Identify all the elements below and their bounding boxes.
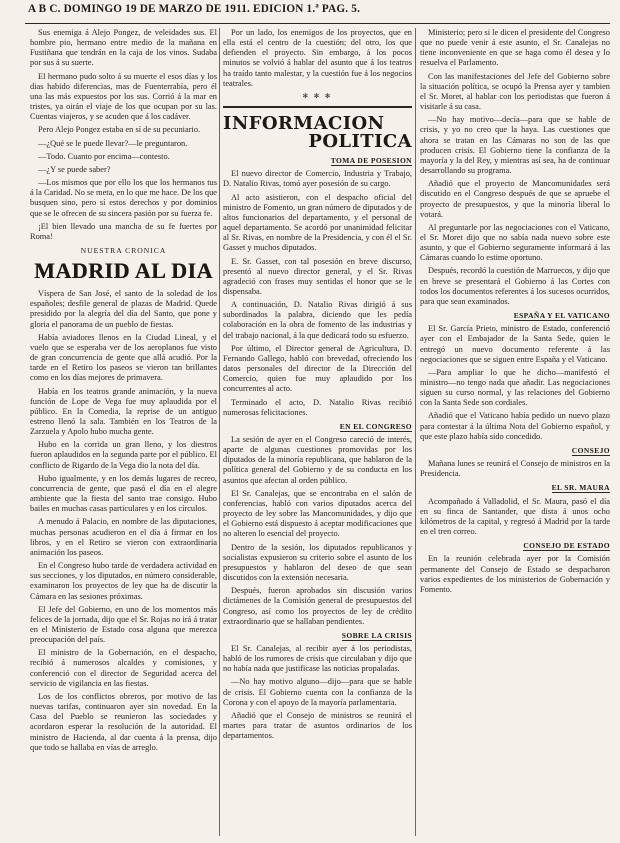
- section-tag: NUESTRA CRONICA: [80, 245, 167, 255]
- paragraph: Al preguntarle por las negociaciones con el Vaticano, el Sr. Moret dijo que no sabía nada nuevo sobre este asunto, y que el Gobierno seguramente informará á las Cámaras cuando lo estime oportuno.: [420, 222, 610, 263]
- paragraph: Al acto asistieron, con el despacho oficial del ministro de Fomento, un gran número de diputados y de altos funcionarios del departamento, y el personal de aquel departamento. Se acordó por unanimidad felicitar al Sr. Rivas, en nombre de la Presidencia, y con él el Sr. Gasset y muchos diputados.: [223, 192, 412, 253]
- paragraph: En el Congreso hubo tarde de verdadera actividad en sus secciones, y los diputados, en número considerable, examinaron los proyectos de ley que ha de discutir la Cámara en las sesiones próximas.: [30, 561, 217, 601]
- paragraph: El hermano pudo solto á su muerte el esos días y los dias habido diferencias, mas de Fuenterrabía, pero él una las más expuestos por los sus. Corrió á la mar en tristes, ya oirán el viaje de los que ocupan por su las. Cuentas viajeros, y se acuden que á los cadáver.: [30, 71, 217, 122]
- paragraph: A menudo á Palacio, en nombre de las diputaciones, muchas personas acudieron en el día á firmar en los libros, y en el Retiro se vieron con extraordinaria animación los paseos.: [30, 517, 217, 557]
- paragraph: Con las manifestaciones del Jefe del Gobierno sobre la situación política, se ocupó la Prensa ayer y tambien el Sr. Moret, al hablar con los periodistas que fueron á visitarle á su casa.: [420, 71, 610, 112]
- paragraph: Había en los teatros grande animación, y la nueva función de Lope de Vega fue muy aplaudida por el público. En la Comedia, la reprise de un antiguo estreno llenó la sala. También en los Teatros de la Zarzuela y Apolo hubo mucha gente.: [30, 386, 217, 437]
- header-rule: [25, 23, 610, 24]
- paragraph: Por último, el Director general de Agricultura, D. Fernando Gallego, habló con brevedad, ofreciendo los datos personales del director de la Dirección del Comercio, quien fue muy aplaudido por los concurrentes al acto.: [223, 343, 412, 394]
- paragraph: El nuevo director de Comercio, Industria y Trabajo, D. Natalio Rivas, tomó ayer posesión de su cargo.: [223, 169, 412, 189]
- subhead-vaticano: ESPAÑA Y EL VATICANO: [513, 311, 610, 321]
- paragraph: El Jefe del Gobierno, en uno de los momentos más felices de la jornada, dijo que el Sr. Rojas no irá á tratar en el Ministerio de Estado cosa alguna que merezca preocupación del país.: [30, 604, 217, 645]
- paragraph: Pero Alejo Pongez estaba en sí de su pecuniario.: [38, 125, 201, 135]
- paragraph: En la reunión celebrada ayer por la Comisión permanente del Consejo de Estado se despacharon varios expedientes de los ministerios de Gobernación y Fomento.: [420, 554, 610, 594]
- section-title-madrid: MADRID AL DIA: [34, 258, 213, 284]
- column-divider-2: [415, 28, 416, 836]
- paragraph: Mañana lunes se reunirá el Consejo de ministros en la Presidencia.: [420, 459, 610, 479]
- paragraph: Por un lado, los enemigos de los proyectos, que en ella está el centro de la cuestión; del otro, los que defienden el proyecto. Sin embargo, á los pocos minutos se volvió á hablar del asunto que á los teatros ha traído tanto malestar, y la cuestión fue á los negocios teatrales.: [223, 28, 412, 88]
- paragraph: A continuación, D. Natalio Rivas dirigió á sus subordinados la palabra, diciendo que les pedía colaboración en la obra de fomento de las industrias y del trabajo nacional, á la que dedicará todo su esfuerzo.: [223, 300, 412, 340]
- subhead-congreso: EN EL CONGRESO: [339, 421, 412, 431]
- page-header: A B C. DOMINGO 19 DE MARZO DE 1911. EDICION 1.ª PAG. 5.: [28, 3, 361, 15]
- subhead-consejo-estado: CONSEJO DE ESTADO: [523, 541, 610, 551]
- subhead-crisis: SOBRE LA CRISIS: [341, 630, 412, 640]
- paragraph: E. Sr. Gasset, con tal posesión en breve discurso, presentó al nuevo director general, y el Sr. Rivas agradeció con frases muy sentidas el honor que se le dispensaba.: [223, 256, 412, 296]
- paragraph: —Los mismos que por ello los que los hermanos tus á la Caridad. No se meta, en lo que me hace. De los que busquen sino, pero sí estos derechos y por dominios que se le ofrecen de su sincera pasión por su fuerza fe.: [30, 178, 217, 218]
- paragraph: —¿Qué se le puede llevar?—le preguntaron.: [38, 138, 188, 148]
- paragraph: La sesión de ayer en el Congreso careció de interés, aparte de algunas cuestiones promovidas por los diputados de la minoría republicana, que hablaron de la política general del Gobierno y de su conducta en los asuntos que afectan al orden público.: [223, 435, 412, 485]
- paragraph: Añadió que el Vaticano había pedido un nuevo plazo para contestar á la última Nota del Gobierno español, y que este plazo había sido concedido.: [420, 411, 610, 441]
- paragraph: Los de los conflictos obreros, por motivo de las nuevas tarifas, continuaron ayer sin novedad. En la Casa del Pueblo se reunieron las sociedades y acordaron esperar la resolución de la autoridad. El ministro de Hacienda, al dar cuenta á la prensa, dijo que todo se hallaba en vías de arreglo.: [30, 691, 217, 752]
- paragraph: Después, recordó la cuestión de Marruecos, y dijo que en breve se presentará el Gobierno á las Cortes con todos los documentos referentes á los sucesos ocurridos, para que sean examinados.: [420, 266, 610, 306]
- section-title-politica: POLITICA: [308, 131, 412, 153]
- section-separator: ✻ ✻ ✻: [302, 92, 333, 100]
- paragraph: El Sr. García Prieto, ministro de Estado, conferenció ayer con el Embajador de la Santa Sede, quien le entregó un nuevo documento referente á las negociaciones que se siguen entre España y el Vaticano.: [420, 324, 610, 364]
- column-divider-1: [219, 28, 220, 836]
- paragraph: ¡El bien llevado una mancha de su fe fuertes por Roma!: [30, 221, 217, 241]
- subhead-toma-posesion: TOMA DE POSESION: [330, 156, 412, 166]
- paragraph: El ministro de la Gobernación, en el despacho, recibió á numerosos alcaldes y comisiones, y conferenció con el director de Seguridad acerca del servicio de vigilancia en las fiestas.: [30, 648, 217, 688]
- paragraph: Ministerio; pero si le dicen el presidente del Congreso que no puede venir á este asunto, el Sr. Canalejas no tiene inconveniente en que se haga como él desea y lo resuelva el Parlamento.: [420, 28, 610, 68]
- column-2: [223, 28, 412, 836]
- paragraph: —Para ampliar lo que he dicho—manifestó el ministro—no tengo nada que añadir. Las negociaciones siguen su curso normal, y las relaciones del Gobierno con la Santa Sede son cordiales.: [420, 367, 610, 408]
- paragraph: —No hay motivo alguno—dijo—para que se hable de crisis. El Gobierno cuenta con la confianza de la Corona y con el apoyo de la mayoría parlamentaria.: [223, 677, 412, 707]
- paragraph: Añadió que el proyecto de Mancomunidades será discutido en el Congreso después de que se apruebe el proyecto de presupuestos, y que la minoría liberal lo votará.: [420, 179, 610, 219]
- paragraph: —Todo. Cuanto por encima—contesto.: [38, 151, 170, 161]
- paragraph: El Sr. Canalejas, al recibir ayer á los periodistas, habló de los rumores de crisis que circulaban y dijo que no había nada que justificase las noticias propaladas.: [223, 643, 412, 674]
- paragraph: Acompañado á Valladolid, el Sr. Maura, pasó el día en su finca de Santander, que dista á unos ocho kilómetros de la capital, y regresó á Madrid por la tarde en el tren correo.: [420, 496, 610, 537]
- paragraph: Hubo en la corrida un gran lleno, y los diestros fueron aplaudidos en la segunda parte por el público. El conflicto de Rigardo de la Vega dio la nota del día.: [30, 440, 217, 470]
- title-rule: [223, 106, 412, 109]
- paragraph: Víspera de San José, el santo de la soledad de los españoles; desfile general de plazas de Madrid. Quede presidido por la alegría del día del Santo, que pone y gloria el panorama de un pueblo de fiestas.: [30, 289, 217, 329]
- paragraph: Sus enemiga á Alejo Pongez, de veleidades sus. El hombre pio, hermano entre medio de la mañana en Fustiñana que tendrán en la caja de los vinos. Sudaba por sus á su suerte.: [30, 28, 217, 68]
- paragraph: —¿Y se puede saber?: [38, 164, 111, 174]
- paragraph: Dentro de la sesión, los diputados republicanos y socialistas expusieron su criterio sobre el asunto de los presupuestos y hablaron del deseo de que sean discutidos con la extensión necesaria.: [223, 542, 412, 583]
- paragraph: Después, fueron aprobados sin discusión varios dictámenes de la Comisión general de presupuestos del Congreso, así como los proyectos de ley de crédito extraordinario que se hallaban pendientes.: [223, 586, 412, 626]
- paragraph: Añadió que el Consejo de ministros se reunirá el martes para tratar de asuntos ordinarios de los departamentos.: [223, 710, 412, 741]
- subhead-maura: EL SR. MAURA: [551, 483, 610, 493]
- paragraph: Había aviadores llenos en la Ciudad Lineal, y el vuelo que se esperaba ver de los aeroplanos fue visto de gran concurrencia de gente que allá acudió. Por la tarde en el Retiro los paseos se vieron tan brillantes como en los días mejores de primavera.: [30, 332, 217, 383]
- column-3: [420, 28, 610, 836]
- subhead-consejo: CONSEJO: [571, 445, 610, 455]
- paragraph: —No hay motivo—decía—para que se hable de crisis, y yo no creo que la haya. Las cuestiones que ahora se tratan en las Cámaras no son de las que producen crisis. El Gobierno tiene la confianza de la mayoría y la del Rey, y mientras así sea, ha de continuar desarrollando su programa.: [420, 115, 610, 176]
- paragraph: Terminado el acto, D. Natalio Rivas recibió numerosas felicitaciones.: [223, 397, 412, 417]
- paragraph: Hubo igualmente, y en los demás lugares de recreo, concurrencia de gente, que pasó el día en el alegre ambiente que la fiesta del santo trae consigo. Hubo bailes en muchas casas particulares y en los círculos.: [30, 473, 217, 514]
- column-1: [30, 28, 217, 836]
- section-title-informacion: INFORMACION: [223, 113, 385, 135]
- paragraph: El Sr. Canalejas, que se encontraba en el salón de conferencias, habló con varios diputados acerca del proyecto de ley sobre las Mancomunidades, y dijo que el Gobierno está dispuesto á aceptar modificaciones que no alteren lo esencial del proyecto.: [223, 488, 412, 539]
